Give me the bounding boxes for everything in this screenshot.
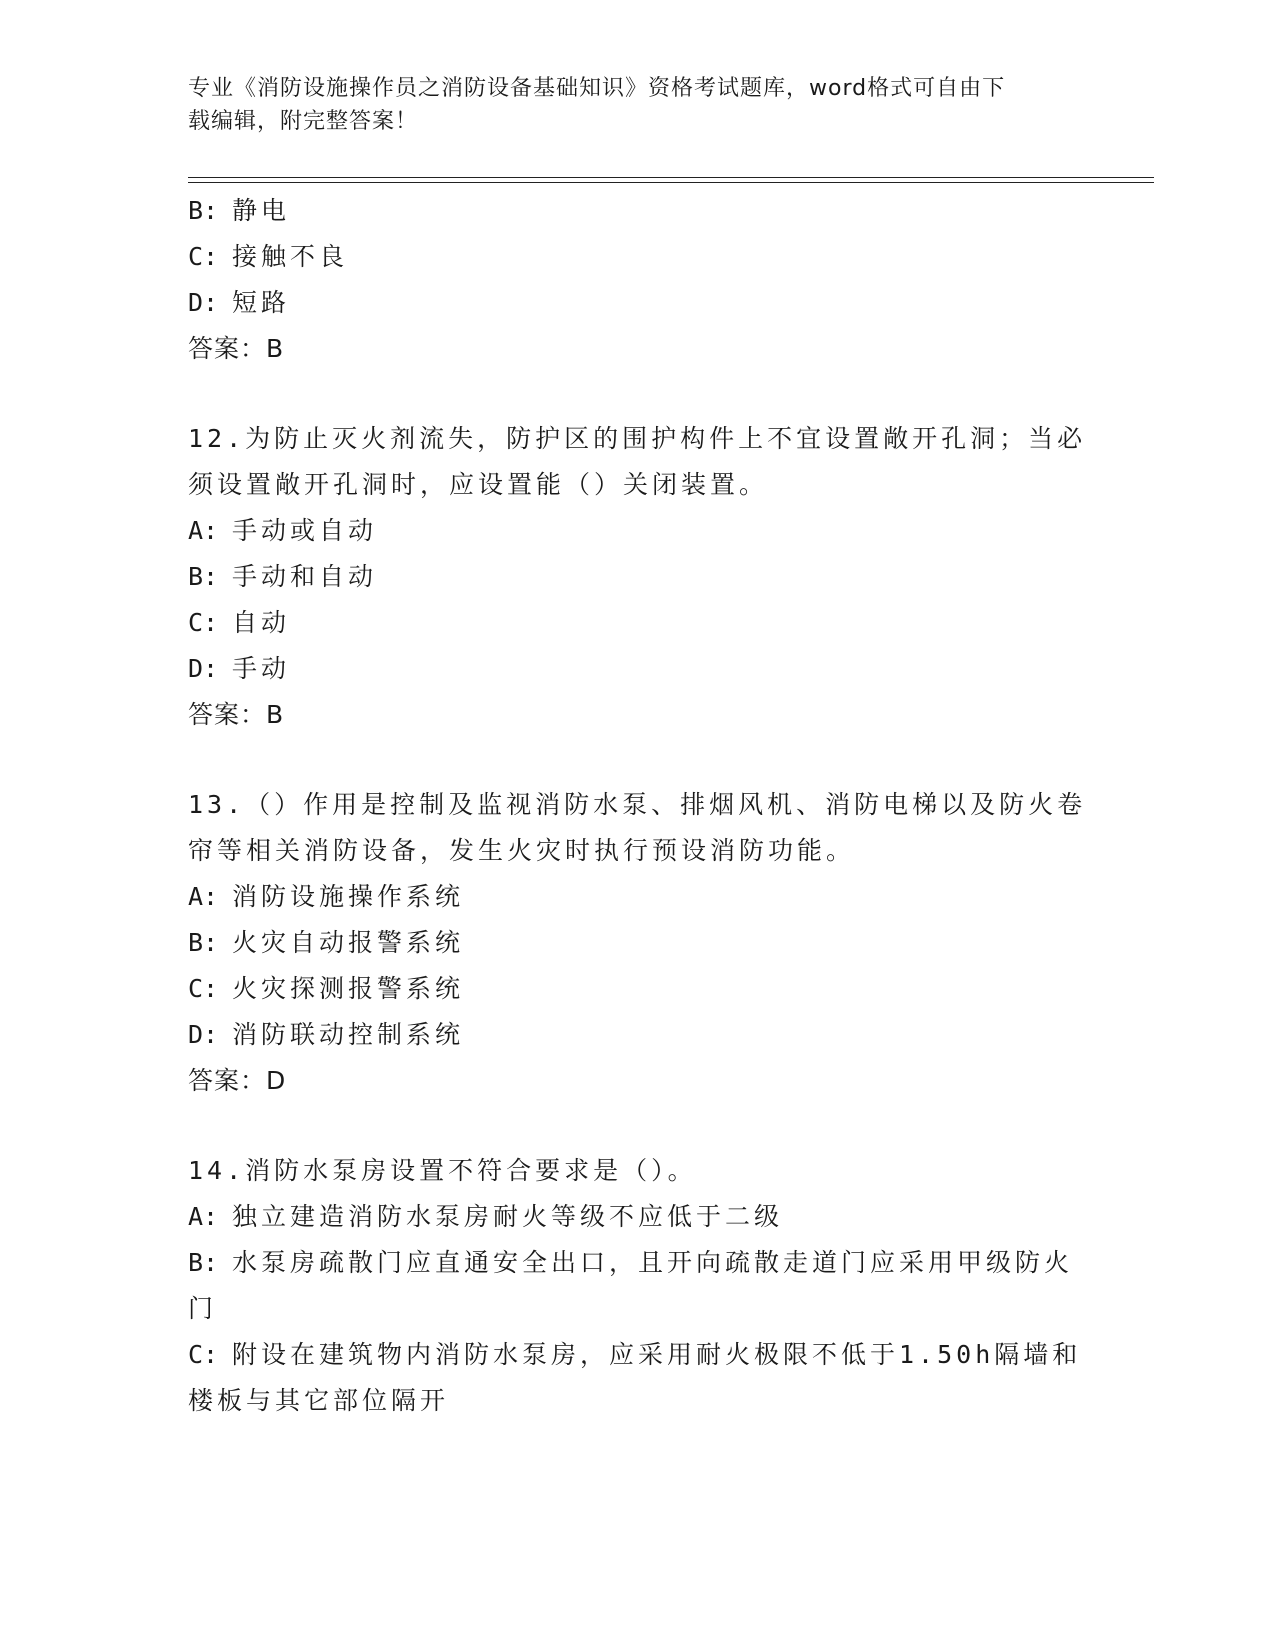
question-text-line: 12.为防止灭火剂流失，防护区的围护构件上不宜设置敞开孔洞；当必 — [188, 424, 1087, 453]
answer-line: 答案：D — [188, 1066, 287, 1095]
question-13 — [188, 782, 1088, 1104]
option-b: B: 火灾自动报警系统 — [188, 928, 465, 957]
question-12 — [188, 416, 1088, 738]
option-b-continued: 门 — [188, 1294, 218, 1323]
question-text-line: 13.（）作用是控制及监视消防水泵、排烟风机、消防电梯以及防火卷 — [188, 790, 1087, 819]
question-text-line: 帘等相关消防设备，发生火灾时执行预设消防功能。 — [188, 836, 856, 865]
prev-question — [188, 188, 1088, 372]
option-c-continued: 楼板与其它部位隔开 — [188, 1386, 450, 1415]
document-header — [188, 72, 1088, 138]
option-a: A: 手动或自动 — [188, 516, 378, 545]
option-b: B: 手动和自动 — [188, 562, 378, 591]
answer-line: 答案：B — [188, 700, 285, 729]
header-line-1: 专业《消防设施操作员之消防设备基础知识》资格考试题库，word格式可自由下 — [188, 76, 1006, 101]
question-text-line: 14.消防水泵房设置不符合要求是（）。 — [188, 1156, 697, 1185]
option-b: B: 静电 — [188, 196, 291, 225]
question-text-line: 须设置敞开孔洞时，应设置能（）关闭装置。 — [188, 470, 769, 499]
option-c: C: 火灾探测报警系统 — [188, 974, 465, 1003]
header-rule-bottom — [188, 182, 1154, 183]
answer-line: 答案：B — [188, 334, 285, 363]
option-a: A: 消防设施操作系统 — [188, 882, 465, 911]
header-rule-top — [188, 177, 1154, 178]
question-list — [188, 188, 1088, 1424]
option-a: A: 独立建造消防水泵房耐火等级不应低于二级 — [188, 1202, 784, 1231]
question-14 — [188, 1148, 1088, 1424]
option-b: B: 水泵房疏散门应直通安全出口，且开向疏散走道门应采用甲级防火 — [188, 1248, 1074, 1277]
option-d: D: 短路 — [188, 288, 291, 317]
header-line-2: 载编辑，附完整答案！ — [188, 109, 419, 134]
option-c: C: 接触不良 — [188, 242, 349, 271]
option-c: C: 自动 — [188, 608, 291, 637]
option-d: D: 手动 — [188, 654, 291, 683]
option-c: C: 附设在建筑物内消防水泵房，应采用耐火极限不低于1.50h隔墙和 — [188, 1340, 1082, 1369]
option-d: D: 消防联动控制系统 — [188, 1020, 465, 1049]
